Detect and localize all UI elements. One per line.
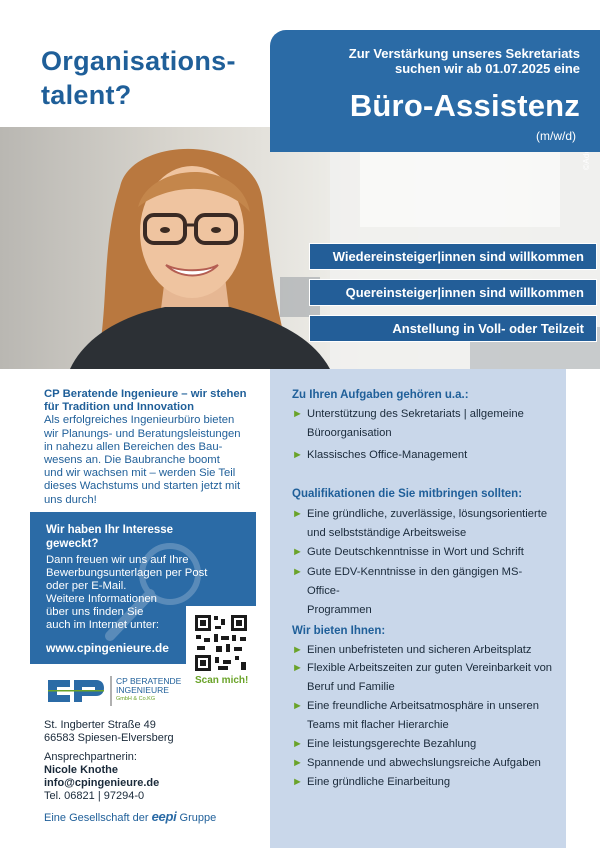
qr-code-icon[interactable] (194, 614, 248, 672)
logo-suffix: GmbH & Co.KG (116, 696, 156, 702)
triangle-right-icon: ► (292, 757, 303, 769)
list-item-line: Gute Deutschkenntnisse in Wort und Schrift (307, 546, 524, 558)
company-intro-line: und wir wachsen mit – werden Sie Teil (44, 467, 236, 480)
company-intro-line: in nahezu allen Bereichen des Bau- (44, 440, 223, 453)
application-text-line: oder per E-Mail. (46, 580, 127, 592)
contact-block (44, 751, 159, 803)
list-item-line: Teams mit flacher Hierarchie (307, 719, 449, 731)
address-city: 66583 Spiesen-Elversberg (44, 732, 174, 744)
application-text-line: Weitere Informationen (46, 593, 157, 605)
logo-name-line-1: CP BERATENDE (116, 676, 182, 686)
headline-line-2: talent? (41, 80, 132, 110)
triangle-right-icon: ► (292, 738, 303, 750)
triangle-right-icon: ► (292, 662, 303, 674)
application-title-line-1: Wir haben Ihr Interesse (46, 524, 174, 536)
banner-employment-type: Anstellung in Voll- oder Teilzeit (309, 315, 597, 342)
cp-logo-icon (44, 676, 106, 706)
company-address (44, 719, 174, 745)
headline (41, 44, 281, 112)
triangle-right-icon: ► (292, 408, 303, 420)
triangle-right-icon: ► (292, 449, 303, 461)
section-benefits-title: Wir bieten Ihnen: (292, 625, 386, 637)
list-item-line: Büroorganisation (307, 427, 392, 439)
application-text-line: Dann freuen wir uns auf Ihre (46, 554, 189, 566)
logo-name-line-2: INGENIEURE (116, 685, 169, 695)
triangle-right-icon: ► (292, 566, 303, 578)
list-item-line: Gute EDV-Kenntnisse in den gängigen MS-Office- (307, 566, 523, 597)
list-item-line: Programmen (307, 604, 372, 616)
banner-returners: Wiedereinsteiger|innen sind willkommen (309, 243, 597, 270)
company-logo (44, 676, 224, 706)
section-tasks-title: Zu Ihren Aufgaben gehören u.a.: (292, 389, 469, 401)
logo-divider (110, 676, 112, 706)
company-intro-line: wesens an. Die Baubranche boomt (44, 454, 220, 467)
group-prefix: Eine Gesellschaft der (44, 812, 149, 824)
list-item-line: Eine gründliche Einarbeitung (307, 776, 451, 788)
company-intro-lead-1: CP Beratende Ingenieure – wir stehen (44, 388, 247, 400)
list-item-line: Einen unbefristeten und sicheren Arbeitsplatz (307, 644, 532, 656)
website-link[interactable]: www.cpingenieure.de (46, 641, 169, 655)
list-item (292, 735, 554, 754)
company-intro-lead-2: für Tradition und Innovation (44, 401, 194, 414)
triangle-right-icon: ► (292, 776, 303, 788)
triangle-right-icon: ► (292, 700, 303, 712)
application-text-line: über uns finden Sie (46, 606, 144, 618)
group-suffix: Gruppe (179, 812, 217, 824)
list-item (292, 543, 554, 562)
list-item (292, 405, 554, 443)
list-item (292, 754, 554, 773)
list-item (292, 659, 554, 697)
contact-name: Nicole Knothe (44, 764, 118, 776)
contact-phone: Tel. 06821 | 97294-0 (44, 790, 145, 802)
company-intro-line: uns durch! (44, 493, 97, 506)
application-title (46, 523, 246, 551)
list-item-line: Eine gründliche, zuverlässige, lösungsorientierte (307, 508, 548, 520)
triangle-right-icon: ► (292, 546, 303, 558)
section-qualifications-title: Qualifikationen die Sie mitbringen sollten: (292, 488, 523, 500)
list-item-line: Flexible Arbeitszeiten zur guten Vereinbarkeit von (307, 662, 553, 674)
list-item-line: Eine leistungsgerechte Bezahlung (307, 738, 477, 750)
list-item-line: Spannende und abwechslungsreiche Aufgaben (307, 757, 541, 769)
list-item (292, 641, 554, 660)
job-title: Büro-Assistenz (349, 88, 580, 123)
list-item-line: Eine freundliche Arbeitsatmosphäre in unseren (307, 700, 539, 712)
list-item-line: Beruf und Familie (307, 681, 395, 693)
job-title-box (270, 30, 600, 152)
triangle-right-icon: ► (292, 644, 303, 656)
application-text-line: auch im Internet unter: (46, 619, 160, 631)
contact-label: Ansprechpartnerin: (44, 751, 137, 763)
triangle-right-icon: ► (292, 508, 303, 520)
list-item (292, 773, 554, 792)
list-item-line: und selbstständige Arbeitsweise (307, 527, 467, 539)
address-street: St. Ingberter Straße 49 (44, 719, 156, 731)
job-intro (290, 46, 580, 76)
list-item (292, 563, 554, 620)
qr-scan-label: Scan mich! (195, 675, 249, 686)
company-intro-line: Als erfolgreiches Ingenieurbüro bieten (44, 414, 235, 427)
list-item-line: Unterstützung des Sekretariats | allgemeine (307, 408, 524, 420)
list-item (292, 697, 554, 735)
list-item (292, 505, 554, 543)
company-intro-line: wir Planungs- und Beratungsleistungen (44, 427, 241, 440)
group-membership (44, 809, 216, 824)
job-intro-line-1: Zur Verstärkung unseres Sekretariats (348, 46, 580, 61)
banner-career-changers: Quereinsteiger|innen sind willkommen (309, 279, 597, 306)
contact-email[interactable]: info@cpingenieure.de (44, 777, 160, 789)
application-text-line: Bewerbungsunterlagen per Post (46, 567, 208, 579)
list-item-line: Klassisches Office-Management (307, 449, 468, 461)
job-intro-line-2: suchen wir ab 01.07.2025 eine (395, 61, 580, 76)
company-intro-line: dieses Wachstums und starten jetzt mit (44, 480, 241, 493)
job-gender-note: (m/w/d) (536, 129, 576, 143)
company-intro (44, 388, 264, 507)
list-item (292, 446, 554, 465)
application-title-line-2: geweckt? (46, 538, 99, 550)
group-brand: eepi (151, 809, 177, 824)
headline-line-1: Organisations- (41, 46, 236, 76)
